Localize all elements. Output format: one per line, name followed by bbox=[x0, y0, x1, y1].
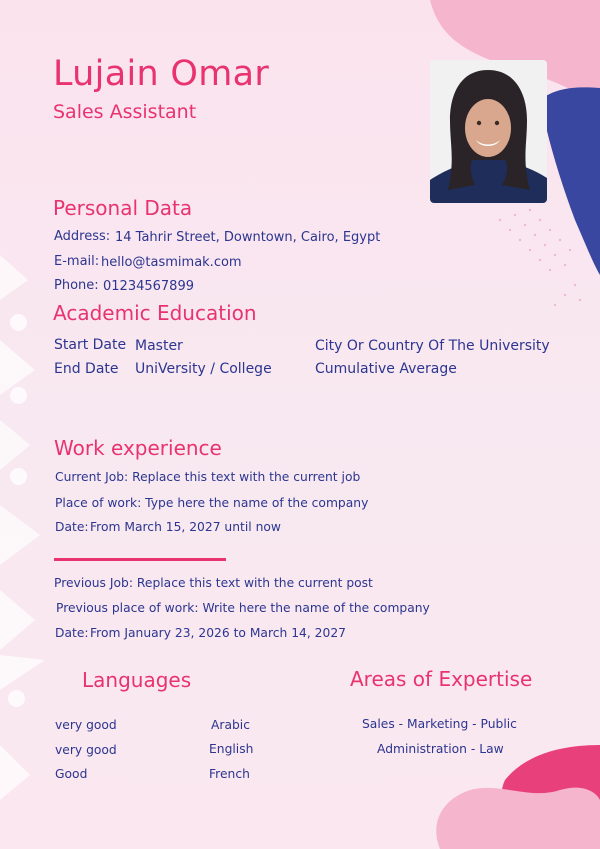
language-name: French bbox=[209, 767, 250, 781]
expertise-heading: Areas of Expertise bbox=[350, 667, 533, 691]
language-name: English bbox=[209, 742, 254, 756]
decor-dot bbox=[10, 468, 27, 485]
email-value: hello@tasmimak.com bbox=[101, 255, 242, 270]
address-label: Address: bbox=[54, 229, 111, 244]
previous-place: Previous place of work: Write here the name of the company bbox=[56, 601, 430, 615]
language-name: Arabic bbox=[211, 718, 250, 732]
phone-value: 01234567899 bbox=[103, 279, 194, 294]
university-location: City Or Country Of The University bbox=[315, 338, 550, 354]
expertise-line-1: Sales - Marketing - Public bbox=[362, 717, 517, 731]
decor-dot bbox=[10, 387, 27, 404]
decor-dot bbox=[8, 690, 25, 707]
left-zigzag bbox=[0, 255, 45, 800]
previous-date-label: Date: bbox=[55, 626, 89, 640]
current-place: Place of work: Type here the name of the company bbox=[55, 496, 369, 510]
academic-education-heading: Academic Education bbox=[53, 301, 257, 325]
language-level: very good bbox=[55, 743, 117, 757]
current-date-value: From March 15, 2027 until now bbox=[90, 520, 281, 534]
language-level: Good bbox=[55, 767, 88, 781]
end-date-label: End Date bbox=[54, 361, 119, 377]
bottom-light-pink-blob bbox=[436, 788, 600, 849]
current-date-label: Date: bbox=[55, 520, 89, 534]
dot-pattern bbox=[499, 209, 581, 306]
job-title: Sales Assistant bbox=[53, 101, 197, 123]
section-divider bbox=[54, 558, 226, 561]
phone-label: Phone: bbox=[54, 278, 99, 293]
start-date-label: Start Date bbox=[54, 337, 127, 353]
work-experience-heading: Work experience bbox=[54, 436, 222, 460]
current-job: Current Job: Replace this text with the current job bbox=[55, 470, 361, 484]
college: UniVersity / College bbox=[135, 361, 272, 377]
previous-date-value: From January 23, 2026 to March 14, 2027 bbox=[90, 626, 346, 640]
expertise-line-2: Administration - Law bbox=[377, 742, 504, 756]
avatar-illustration bbox=[430, 60, 547, 203]
email-label: E-mail: bbox=[54, 254, 100, 269]
previous-job: Previous Job: Replace this text with the current post bbox=[54, 576, 373, 590]
address-value: 14 Tahrir Street, Downtown, Cairo, Egypt bbox=[115, 230, 381, 245]
languages-heading: Languages bbox=[82, 668, 192, 692]
personal-data-heading: Personal Data bbox=[53, 196, 193, 220]
blue-blob bbox=[540, 87, 600, 275]
cumulative-average: Cumulative Average bbox=[315, 361, 457, 377]
decor-dot bbox=[10, 314, 27, 331]
degree: Master bbox=[135, 338, 183, 354]
profile-photo bbox=[430, 60, 547, 203]
person-name: Lujain Omar bbox=[53, 54, 270, 94]
language-level: very good bbox=[55, 718, 117, 732]
